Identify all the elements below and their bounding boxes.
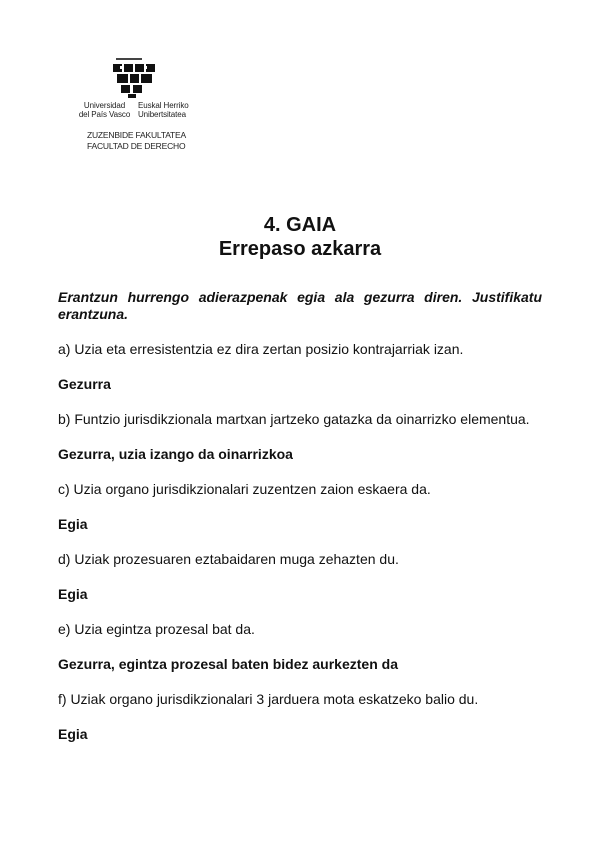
question-text: d) Uziak prozesuaren eztabaidaren muga zehazten du. bbox=[58, 551, 399, 567]
question-text: a) Uzia eta erresistentzia ez dira zertan posizio kontrajarriak izan. bbox=[58, 341, 464, 357]
logo-line: Unibertsitatea bbox=[138, 110, 186, 119]
logo-text-spanish bbox=[77, 101, 132, 119]
faculty-name bbox=[87, 130, 186, 152]
answer-text: Egia bbox=[58, 516, 88, 532]
title-line: 4. GAIA bbox=[263, 214, 337, 236]
question-text: e) Uzia egintza prozesal bat da. bbox=[58, 621, 255, 637]
logo-line: Euskal Herriko bbox=[138, 101, 189, 110]
faculty-line: ZUZENBIDE FAKULTATEA bbox=[87, 130, 186, 140]
question-text: c) Uzia organo jurisdikzionalari zuzentzen zaion eskaera da. bbox=[58, 481, 431, 497]
logo-line: Universidad bbox=[83, 101, 126, 110]
answer-text: Egia bbox=[58, 726, 88, 742]
question-text: b) Funtzio jurisdikzionala martxan jartzeko gatazka da oinarrizko elementua. bbox=[58, 411, 530, 427]
answer-text: Egia bbox=[58, 586, 88, 602]
question-text: f) Uziak organo jurisdikzionalari 3 jarduera mota eskatzeko balio du. bbox=[58, 691, 479, 707]
answer-text: Gezurra, uzia izango da oinarrizkoa bbox=[58, 446, 293, 462]
subtitle-line: Errepaso azkarra bbox=[218, 238, 382, 260]
answer-text: Gezurra bbox=[58, 376, 111, 392]
document-body bbox=[58, 289, 542, 761]
page-title bbox=[60, 213, 540, 261]
instructions: Erantzun hurrengo adierazpenak egia ala gezurra diren. Justifikatu erantzuna. bbox=[58, 289, 542, 322]
upv-ehu-emblem-icon bbox=[64, 58, 214, 100]
answer-text: Gezurra, egintza prozesal baten bidez aurkezten da bbox=[58, 656, 398, 672]
university-logo bbox=[64, 58, 214, 158]
faculty-line: FACULTAD DE DERECHO bbox=[87, 141, 186, 151]
logo-text-basque bbox=[138, 101, 208, 119]
logo-line: del País Vasco bbox=[78, 110, 131, 119]
